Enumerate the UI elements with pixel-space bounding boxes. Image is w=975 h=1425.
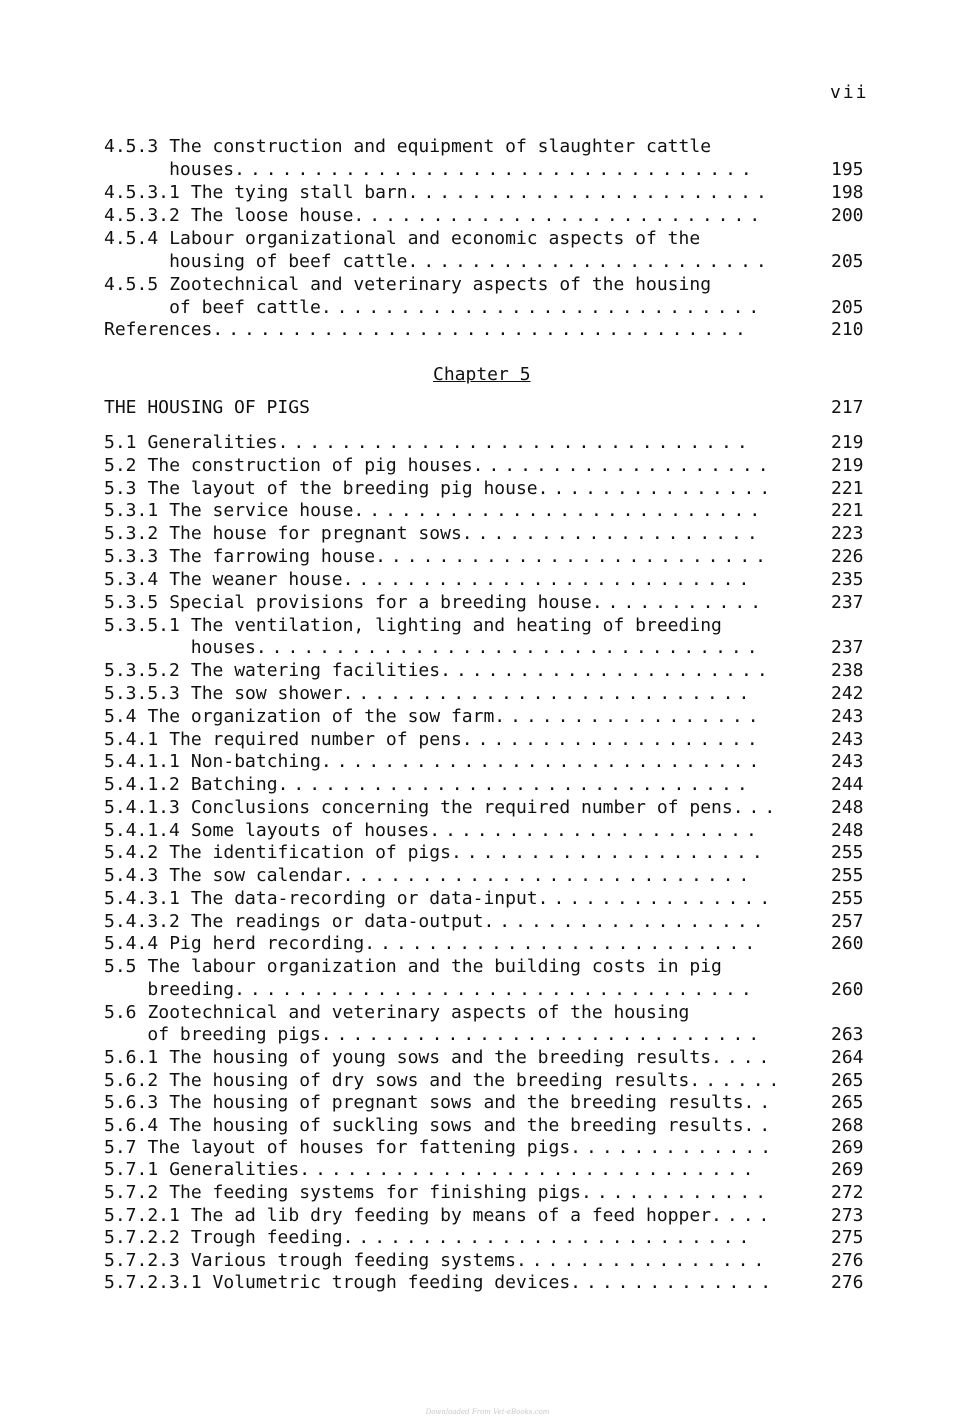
section-number: 5.4.3	[104, 865, 159, 886]
page-ref: 205	[831, 297, 864, 318]
section-number: 5.7	[104, 1137, 137, 1158]
leader-dots: ...................	[461, 523, 763, 544]
section-number: 5.4.4	[104, 933, 159, 954]
section-title: The housing of dry sows and the breeding results	[169, 1070, 690, 1091]
toc-entry	[104, 228, 700, 250]
leader-dots: .......................	[407, 251, 772, 272]
page-ref: 198	[831, 182, 864, 203]
section-title: housing of beef cattle	[169, 251, 408, 272]
section-number: 5.3.1	[104, 500, 159, 521]
leader-dots: ..........................	[342, 865, 755, 886]
page-ref: 257	[831, 911, 864, 932]
leader-dots: ...................	[461, 729, 763, 750]
toc-entry	[104, 842, 768, 864]
section-title: Volumetric trough feeding devices	[212, 1272, 571, 1293]
toc-entry	[104, 729, 763, 751]
toc-entry	[104, 615, 722, 637]
leader-dots: ...........	[591, 592, 767, 613]
section-title: The feeding systems for finishing pigs	[169, 1182, 581, 1203]
toc-entry	[104, 683, 754, 705]
section-title: The layout of houses for fattening pigs	[147, 1137, 571, 1158]
section-title: The tying stall barn	[190, 182, 408, 203]
leader-dots: .............	[570, 1272, 777, 1293]
leader-dots: ......	[689, 1070, 785, 1091]
page-ref: 276	[831, 1272, 864, 1293]
leader-dots: .....................	[440, 660, 773, 681]
section-number: 4.5.3.1	[104, 182, 180, 203]
section-title: Generalities	[147, 432, 278, 453]
page-ref: 237	[831, 637, 864, 658]
section-title: The required number of pens	[169, 729, 462, 750]
toc-entry	[104, 1092, 775, 1114]
section-number: 5.3.4	[104, 569, 159, 590]
leader-dots: .........................	[375, 546, 772, 567]
toc-entry	[104, 136, 711, 158]
toc-entry	[104, 933, 760, 955]
page-ref: 243	[831, 751, 864, 772]
section-title: THE HOUSING OF PIGS	[104, 397, 310, 418]
section-title: Pig herd recording	[169, 933, 365, 954]
page-ref: 243	[831, 706, 864, 727]
leader-dots: ....	[711, 1205, 775, 1226]
leader-dots: ............	[581, 1182, 772, 1203]
section-number: 5.3.5.3	[104, 683, 180, 704]
toc-entry	[191, 637, 763, 659]
page-ref: 243	[831, 729, 864, 750]
toc-entry	[104, 1250, 769, 1272]
page-ref: 273	[831, 1205, 864, 1226]
page-ref: 248	[831, 797, 864, 818]
page-ref: 248	[831, 820, 864, 841]
section-title: Zootechnical and veterinary aspects of the housing	[147, 1002, 690, 1023]
section-number: 5.6.3	[104, 1092, 159, 1113]
leader-dots: ..........................	[353, 205, 766, 226]
page-ref: 235	[831, 569, 864, 590]
section-number: 4.5.4	[104, 228, 159, 249]
section-number: 4.5.5	[104, 274, 159, 295]
toc-entry	[104, 660, 773, 682]
toc-entry	[147, 979, 756, 1001]
toc-entry	[104, 500, 765, 522]
page-ref: 272	[831, 1182, 864, 1203]
section-title: Some layouts of houses	[190, 820, 430, 841]
section-title: The ad lib dry feeding by means of a feed hopper	[190, 1205, 712, 1226]
page-ref: 260	[831, 933, 864, 954]
page-ref: 237	[831, 592, 864, 613]
page-ref: 269	[831, 1137, 864, 1158]
leader-dots: .............	[570, 1137, 777, 1158]
section-title: Labour organizational and economic aspects of the	[169, 228, 701, 249]
page-ref: 195	[831, 159, 864, 180]
toc-entry	[104, 397, 310, 419]
section-number: 4.5.3.2	[104, 205, 180, 226]
page-ref: 269	[831, 1159, 864, 1180]
toc-entry	[104, 820, 762, 842]
section-number: 5.3.3	[104, 546, 159, 567]
page-ref: 242	[831, 683, 864, 704]
leader-dots: .....................	[429, 820, 762, 841]
section-number: 5.4.3.2	[104, 911, 180, 932]
page-ref: 255	[831, 888, 864, 909]
leader-dots: ..........................	[342, 1227, 755, 1248]
section-title: Trough feeding	[190, 1227, 343, 1248]
section-title: The construction of pig houses	[147, 455, 473, 476]
toc-entry	[104, 797, 780, 819]
section-title: The labour organization and the building costs in pig	[147, 956, 722, 977]
section-title: The service house	[169, 500, 354, 521]
page-ref: 260	[831, 979, 864, 1000]
toc-entry	[104, 1182, 771, 1204]
section-title: Batching	[190, 774, 278, 795]
leader-dots: ............................	[320, 297, 765, 318]
section-title: The identification of pigs	[169, 842, 451, 863]
section-title: The sow calendar	[169, 865, 343, 886]
section-number: 5.4.1.1	[104, 751, 180, 772]
section-title: The house for pregnant sows	[169, 523, 462, 544]
toc-entry	[104, 523, 763, 545]
toc-entry	[147, 1024, 764, 1046]
chapter-heading: Chapter 5	[433, 364, 531, 385]
section-title: Generalities	[169, 1159, 300, 1180]
section-title: The construction and equipment of slaughter cattle	[169, 136, 712, 157]
leader-dots: ..............................	[277, 774, 753, 795]
page-number: vii	[830, 82, 869, 103]
toc-entry	[104, 1159, 759, 1181]
section-number: 5.6.1	[104, 1047, 159, 1068]
toc-entry	[104, 569, 754, 591]
page-ref: 275	[831, 1227, 864, 1248]
toc-entry	[104, 432, 753, 454]
section-title: Non-batching	[190, 751, 321, 772]
section-number: 5.3	[104, 478, 137, 499]
page-ref: 217	[831, 397, 864, 418]
section-number: 5.3.5.1	[104, 615, 180, 636]
section-number: 5.3.2	[104, 523, 159, 544]
toc-entry	[104, 546, 771, 568]
toc-entry	[169, 251, 772, 273]
page-ref: 265	[831, 1092, 864, 1113]
section-number: 5.7.2.2	[104, 1227, 180, 1248]
section-number: 5.4.2	[104, 842, 159, 863]
section-title: The ventilation, lighting and heating of breeding	[190, 615, 722, 636]
page-ref: 200	[831, 205, 864, 226]
section-number: 5.6.2	[104, 1070, 159, 1091]
toc-entry	[104, 182, 772, 204]
toc-entry	[104, 1227, 754, 1249]
leader-dots: ...............	[537, 478, 776, 499]
section-title: The data-recording or data-input	[190, 888, 538, 909]
toc-entry	[104, 455, 774, 477]
section-title: Conclusions concerning the required number of pens	[190, 797, 733, 818]
leader-dots: .................................	[234, 979, 757, 1000]
leader-dots: ................	[515, 1250, 770, 1271]
section-number: 5.2	[104, 455, 137, 476]
leader-dots: ...	[732, 797, 781, 818]
leader-dots: .................	[494, 706, 764, 727]
section-title: houses	[190, 637, 256, 658]
toc-entry	[104, 1272, 776, 1294]
toc-entry	[104, 1047, 774, 1069]
section-title: The housing of pregnant sows and the breeding results	[169, 1092, 744, 1113]
leader-dots: ............................	[320, 751, 765, 772]
leader-dots: ....	[711, 1047, 775, 1068]
toc-entry	[104, 888, 775, 910]
section-title: The loose house	[190, 205, 354, 226]
toc-entry	[104, 1137, 776, 1159]
leader-dots: ................................	[255, 637, 763, 658]
section-number: 5.4.1.4	[104, 820, 180, 841]
page-ref: 219	[831, 432, 864, 453]
footer-watermark: Downloaded From Vet-eBooks.com	[425, 1408, 550, 1416]
leader-dots: ..........................	[342, 683, 755, 704]
section-number: 5.7.2.3.1	[104, 1272, 202, 1293]
toc-entry	[104, 274, 711, 296]
page-ref: 219	[831, 455, 864, 476]
section-number: 4.5.3	[104, 136, 159, 157]
section-number: 5.4.1.3	[104, 797, 180, 818]
section-title: The layout of the breeding pig house	[147, 478, 538, 499]
section-title: of beef cattle	[169, 297, 321, 318]
toc-entry	[104, 1205, 774, 1227]
section-title: Special provisions for a breeding house	[169, 592, 592, 613]
toc-entry	[104, 1070, 784, 1092]
page-ref: 238	[831, 660, 864, 681]
section-title: Various trough feeding systems	[190, 1250, 516, 1271]
leader-dots: ............................	[320, 1024, 765, 1045]
page-ref: 223	[831, 523, 864, 544]
leader-dots: ...................	[472, 455, 774, 476]
page-ref: 265	[831, 1070, 864, 1091]
section-title: The weaner house	[169, 569, 343, 590]
page-ref: 264	[831, 1047, 864, 1068]
section-number: 5.3.5	[104, 592, 159, 613]
section-title: The sow shower	[190, 683, 343, 704]
leader-dots: ..........................	[353, 500, 766, 521]
section-title: The housing of young sows and the breeding results	[169, 1047, 712, 1068]
section-number: 5.3.5.2	[104, 660, 180, 681]
leader-dots: ...............	[537, 888, 776, 909]
toc-entry	[104, 1002, 689, 1024]
page-ref: 221	[831, 500, 864, 521]
page-ref: 255	[831, 842, 864, 863]
page-ref: 276	[831, 1250, 864, 1271]
page-ref: 221	[831, 478, 864, 499]
toc-entry	[104, 865, 754, 887]
toc-entry	[104, 774, 753, 796]
section-number: 5.7.2	[104, 1182, 159, 1203]
page-ref: 255	[831, 865, 864, 886]
toc-entry	[104, 911, 769, 933]
toc-entry	[104, 478, 775, 500]
toc-entry	[104, 1115, 775, 1137]
toc-entry	[104, 956, 722, 978]
section-title: houses	[169, 159, 235, 180]
toc-entry	[104, 706, 764, 728]
page-ref: 263	[831, 1024, 864, 1045]
section-number: 5.7.2.1	[104, 1205, 180, 1226]
section-title: Zootechnical and veterinary aspects of the housing	[169, 274, 712, 295]
page-ref: 244	[831, 774, 864, 795]
page-ref: 268	[831, 1115, 864, 1136]
section-title: References	[104, 319, 213, 340]
toc-entry	[104, 319, 751, 341]
section-title: The readings or data-output	[190, 911, 484, 932]
leader-dots: ..............................	[277, 432, 753, 453]
section-number: 5.4.3.1	[104, 888, 180, 909]
section-title: breeding	[147, 979, 235, 1000]
leader-dots: ....................	[450, 842, 768, 863]
section-number: 5.4.1	[104, 729, 159, 750]
toc-entry	[169, 297, 764, 319]
page-ref: 226	[831, 546, 864, 567]
leader-dots: .................................	[234, 159, 757, 180]
section-title: The housing of suckling sows and the breeding results	[169, 1115, 744, 1136]
toc-entry	[169, 159, 757, 181]
leader-dots: ..........................	[342, 569, 755, 590]
page-ref: 210	[831, 319, 864, 340]
leader-dots: ..	[743, 1092, 776, 1113]
leader-dots: .........................	[364, 933, 761, 954]
section-title: of breeding pigs	[147, 1024, 321, 1045]
section-number: 5.4	[104, 706, 137, 727]
leader-dots: ..................................	[212, 319, 751, 340]
section-number: 5.7.2.3	[104, 1250, 180, 1271]
page-ref: 205	[831, 251, 864, 272]
section-number: 5.4.1.2	[104, 774, 180, 795]
section-title: The farrowing house	[169, 546, 376, 567]
section-number: 5.5	[104, 956, 137, 977]
section-title: The watering facilities	[190, 660, 441, 681]
toc-entry	[104, 592, 766, 614]
leader-dots: ..	[743, 1115, 776, 1136]
toc-entry	[104, 205, 765, 227]
leader-dots: .......................	[407, 182, 772, 203]
leader-dots: ..................	[483, 911, 769, 932]
leader-dots: .............................	[299, 1159, 759, 1180]
section-number: 5.7.1	[104, 1159, 159, 1180]
toc-entry	[104, 751, 764, 773]
section-number: 5.6	[104, 1002, 137, 1023]
section-number: 5.1	[104, 432, 137, 453]
section-number: 5.6.4	[104, 1115, 159, 1136]
section-title: The organization of the sow farm	[147, 706, 495, 727]
